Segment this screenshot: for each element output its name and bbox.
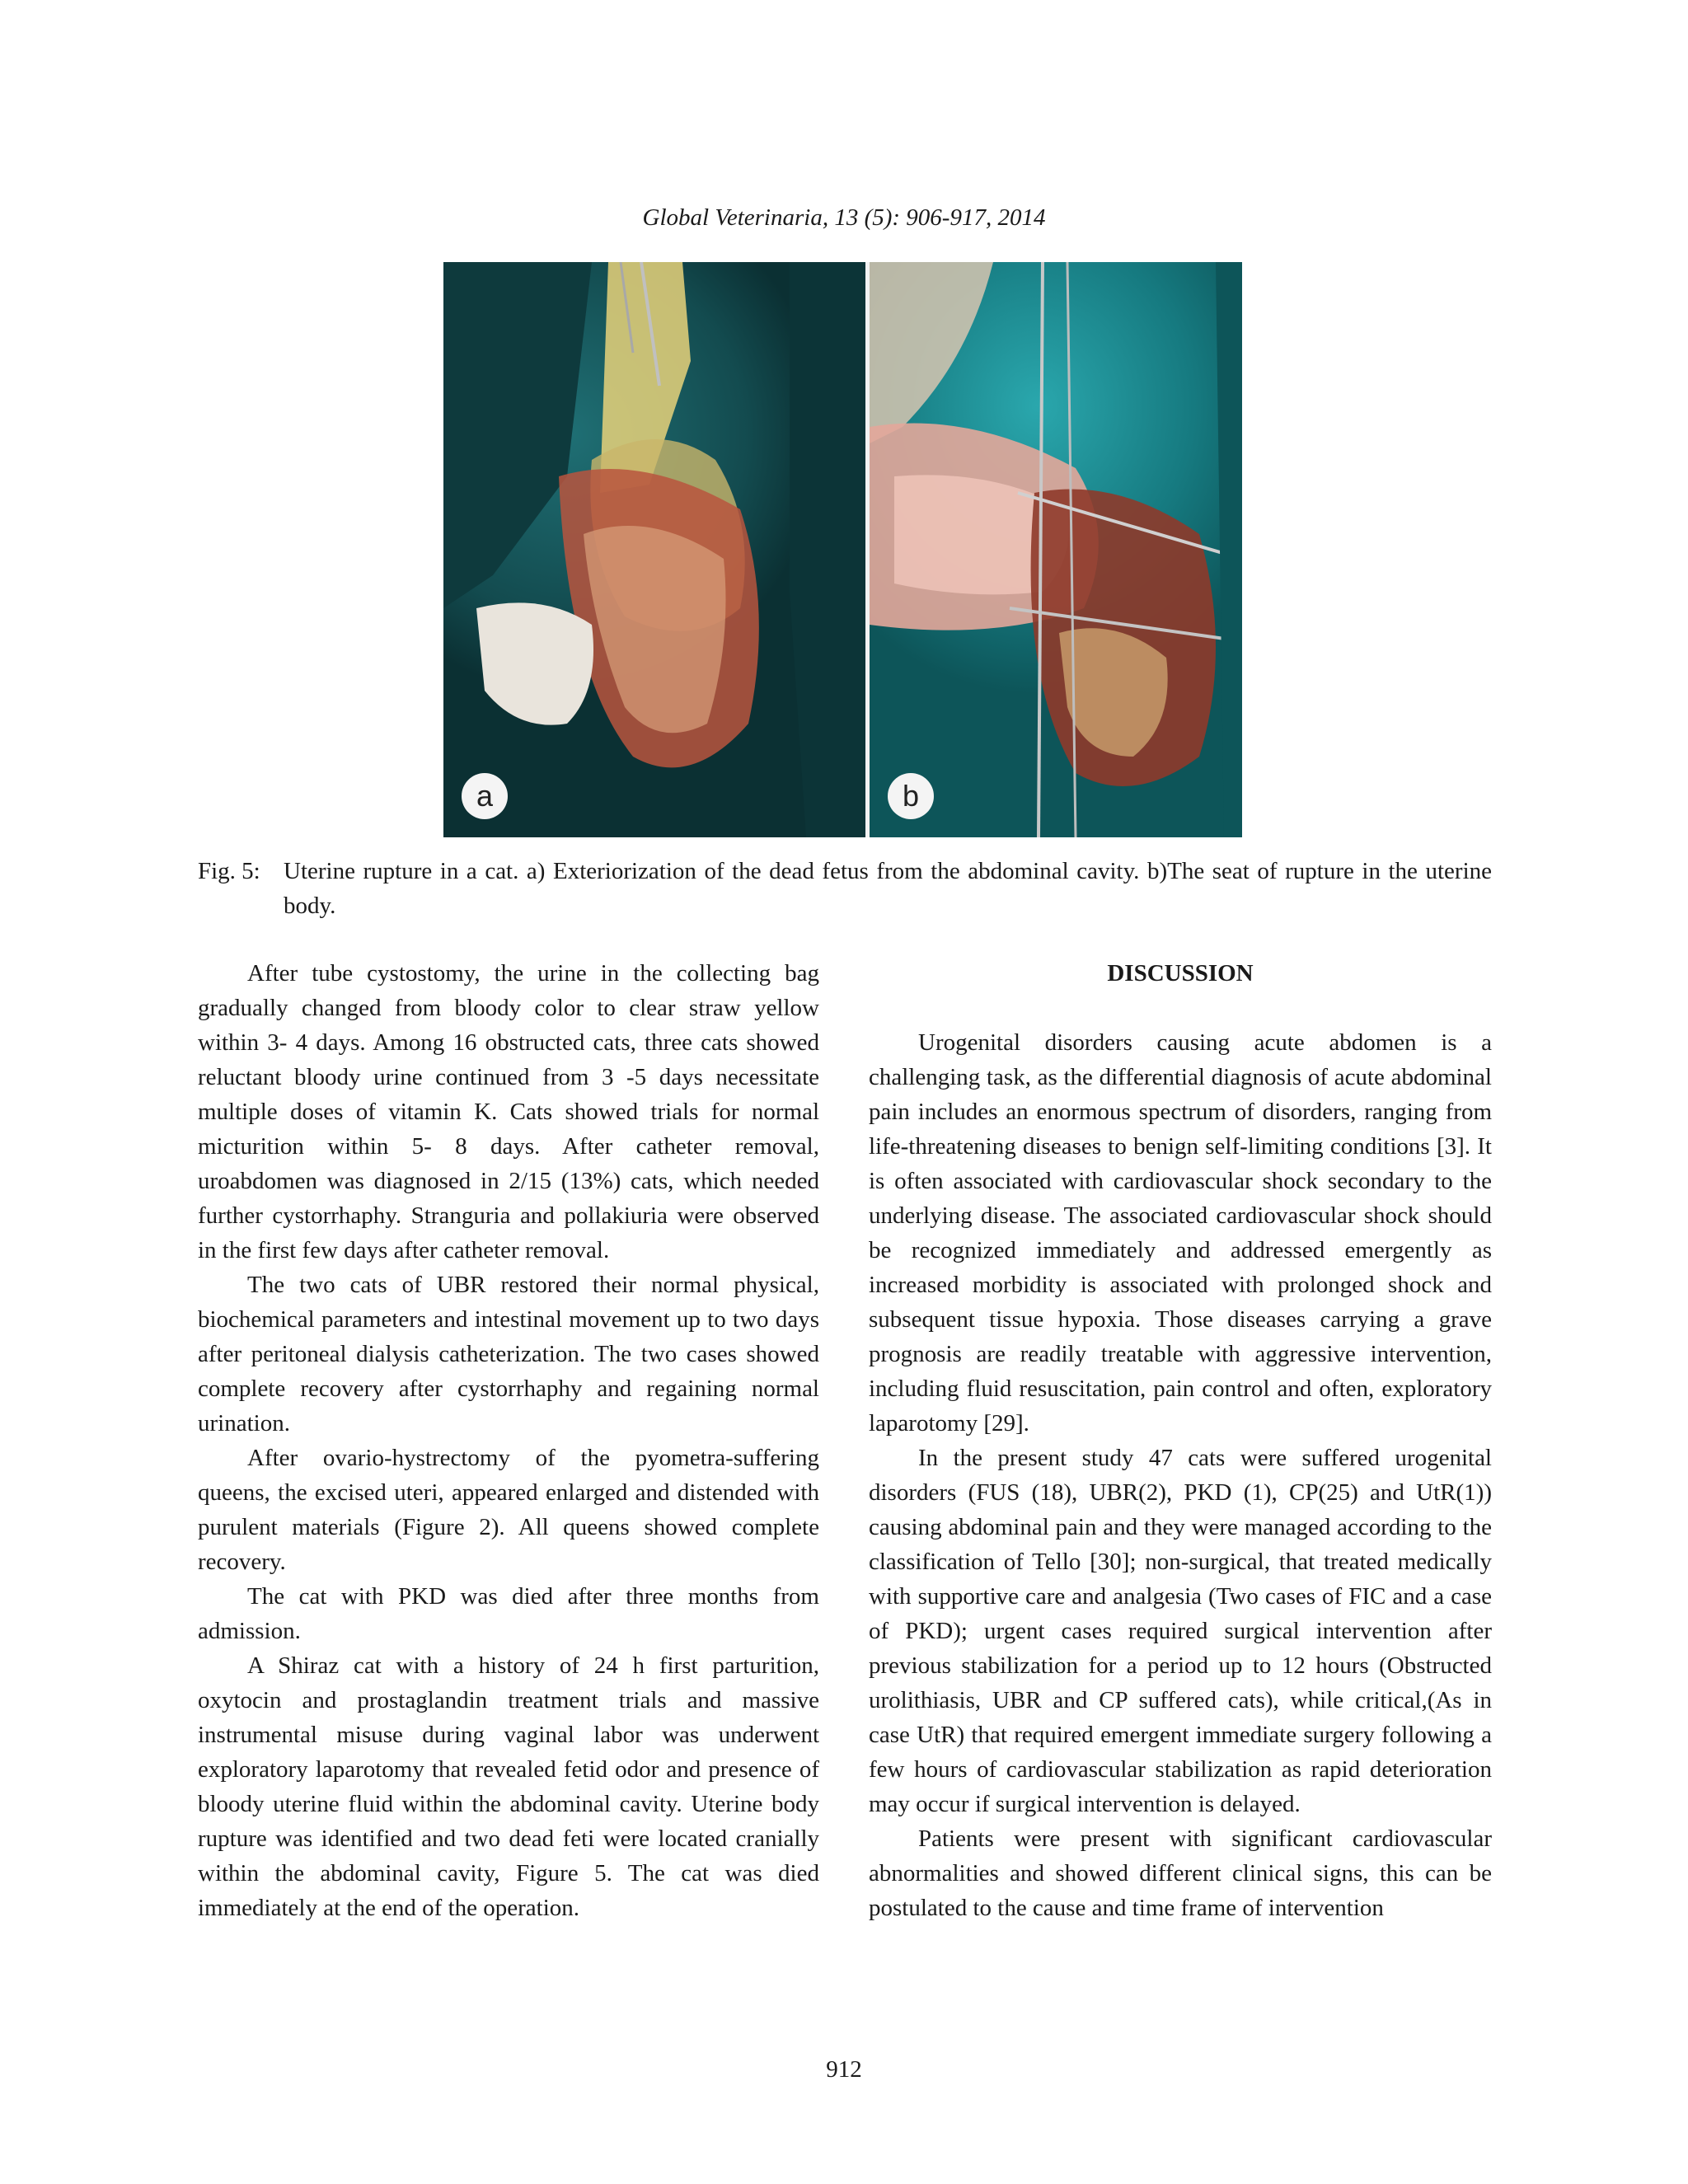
figure-caption-label: Fig. 5:	[198, 858, 260, 884]
body-paragraph: The cat with PKD was died after three months from admission.	[198, 1583, 819, 1644]
panel-a-label: a	[462, 773, 508, 819]
panel-a-illustration	[443, 262, 865, 837]
figure-5-photo	[443, 262, 1242, 837]
body-paragraph: The two cats of UBR restored their normal physical, biochemical parameters and intestinal movement up to two days after peritoneal dialysis catheterization. The two cases showed complete recovery after cystorrhaphy and regaining normal urination.	[198, 1272, 819, 1436]
body-paragraph: After ovario-hystrectomy of the pyometra-suffering queens, the excised uteri, appeared enlarged and distended with purulent materials (Figure 2). All queens showed complete recovery.	[198, 1445, 819, 1575]
figure-caption	[198, 854, 1492, 923]
panel-b-label: b	[888, 773, 934, 819]
running-header: Global Veterinaria, 13 (5): 906-917, 2014	[642, 204, 1046, 231]
body-paragraph: After tube cystostomy, the urine in the collecting bag gradually changed from bloody color to clear straw yellow within 3- 4 days. Among 16 obstructed cats, three cats showed reluctant bloody urine continued from 3 -5 days necessitate multiple doses of vitamin K. Cats showed trials for normal micturition within 5- 8 days. After catheter removal, uroabdomen was diagnosed in 2/15 (13%) cats, which needed further cystorrhaphy. Stranguria and pollakiuria were observed in the first few days after catheter removal.	[198, 960, 819, 1263]
right-column	[869, 956, 1492, 1925]
body-paragraph: A Shiraz cat with a history of 24 h first parturition, oxytocin and prostaglandin treatment trials and massive instrumental misuse during vaginal labor was underwent exploratory laparotomy that revealed fetid odor and presence of bloody uterine fluid within the abdominal cavity. Uterine body rupture was identified and two dead feti were located cranially within the abdominal cavity, Figure 5. The cat was died immediately at the end of the operation.	[198, 1652, 819, 1921]
body-paragraph: Patients were present with significant cardiovascular abnormalities and showed different clinical signs, this can be postulated to the cause and time frame of intervention	[869, 1825, 1492, 1921]
left-column	[198, 956, 819, 1925]
figure-panel-a-photo	[443, 262, 865, 837]
body-paragraph: Urogenital disorders causing acute abdomen is a challenging task, as the differential diagnosis of acute abdominal pain includes an enormous spectrum of disorders, ranging from life-threatening diseases to benign self-limiting conditions [3]. It is often associated with cardiovascular shock secondary to the underlying disease. The associated cardiovascular shock should be recognized immediately and addressed emergently as increased morbidity is associated with prolonged shock and subsequent tissue hypoxia. Those diseases carrying a grave prognosis are readily treatable with aggressive intervention, including fluid resuscitation, pain control and often, exploratory laparotomy [29].	[869, 1029, 1492, 1436]
section-heading-discussion: DISCUSSION	[1107, 960, 1254, 987]
panel-b-illustration	[870, 262, 1242, 837]
body-paragraph: In the present study 47 cats were suffered urogenital disorders (FUS (18), UBR(2), PKD (1), CP(25) and UtR(1)) causing abdominal pain and they were managed according to the classification of Tello [30]; non-surgical, that treated medically with supportive care and analgesia (Two cases of FIC and a case of PKD); urgent cases required surgical intervention after previous stabilization for a period up to 12 hours (Obstructed urolithiasis, UBR and CP suffered cats), while critical,(As in case UtR) that required emergent immediate surgery following a few hours of cardiovascular stabilization as rapid deterioration may occur if surgical intervention is delayed.	[869, 1445, 1492, 1817]
figure-panel-b-photo	[870, 262, 1242, 837]
figure-caption-text: Uterine rupture in a cat. a) Exteriorization of the dead fetus from the abdominal cavity. b)The seat of rupture in the uterine body.	[284, 858, 1492, 919]
page-number: 912	[826, 2056, 862, 2083]
